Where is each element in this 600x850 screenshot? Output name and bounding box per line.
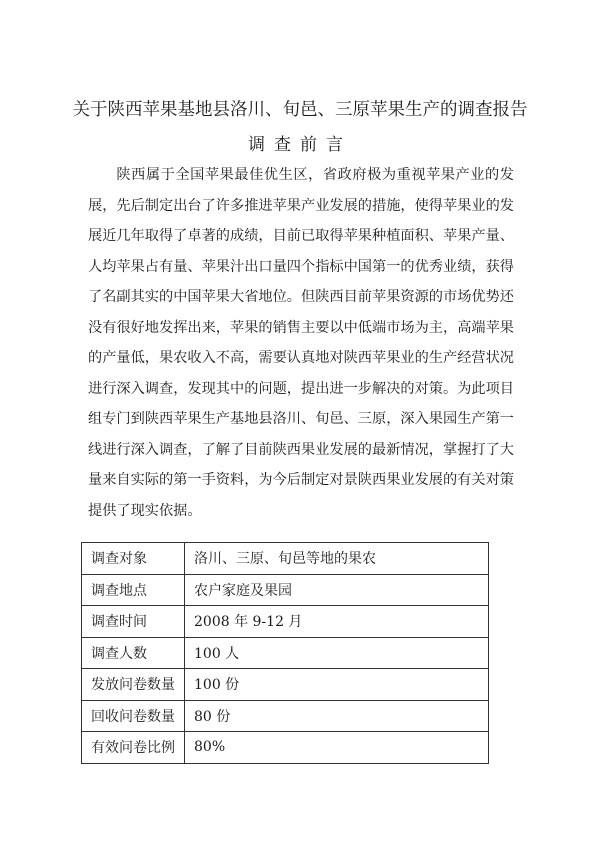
- table-row: [82, 543, 489, 575]
- table-row: [82, 732, 489, 764]
- intro-paragraph: 陕西属于全国苹果最佳优生区，省政府极为重视苹果产业的发展，先后制定出台了许多推进苹果产业发展的措施，使得苹果业的发展近几年取得了卓著的成绩，目前已取得苹果种植面积、苹果产量、人均苹果占有量、苹果汁出口量四个指标中国第一的优秀业绩，获得了名副其实的中国苹果大省地位。但陕西目前苹果资源的市场优势还没有很好地发挥出来，苹果的销售主要以中低端市场为主，高端苹果的产量低，果农收入不高，需要认真地对陕西苹果业的生产经营状况进行深入调查，发现其中的问题，提出进一步解决的对策。为此项目组专门到陕西苹果生产基地县洛川、旬邑、三原，深入果园生产第一线进行深入调查，了解了目前陕西果业发展的最新情况，掌握打了大量来自实际的第一手资料，为今后制定对景陕西果业发展的有关对策提供了现实依据。: [88, 167, 514, 519]
- row-value: 100 份: [185, 669, 489, 701]
- row-label: 发放问卷数量: [82, 669, 185, 701]
- row-value: 80%: [185, 732, 489, 764]
- row-value: 100 人: [185, 637, 489, 669]
- table-row: [82, 574, 489, 606]
- table-row: [82, 669, 489, 701]
- table-row: [82, 637, 489, 669]
- row-label: 调查人数: [82, 637, 185, 669]
- row-value: 农户家庭及果园: [185, 574, 489, 606]
- table-row: [82, 700, 489, 732]
- row-label: 调查地点: [82, 574, 185, 606]
- survey-info-table: [81, 542, 489, 764]
- row-label: 调查时间: [82, 606, 185, 638]
- section-heading: 调查前言: [248, 135, 352, 155]
- row-value: 80 份: [185, 700, 489, 732]
- report-title: 关于陕西苹果基地县洛川、旬邑、三原苹果生产的调查报告: [72, 100, 528, 120]
- row-value: 2008 年 9-12 月: [185, 606, 489, 638]
- row-label: 回收问卷数量: [82, 700, 185, 732]
- row-label: 有效问卷比例: [82, 732, 185, 764]
- table-row: [82, 606, 489, 638]
- row-value: 洛川、三原、旬邑等地的果农: [185, 543, 489, 575]
- row-label: 调查对象: [82, 543, 185, 575]
